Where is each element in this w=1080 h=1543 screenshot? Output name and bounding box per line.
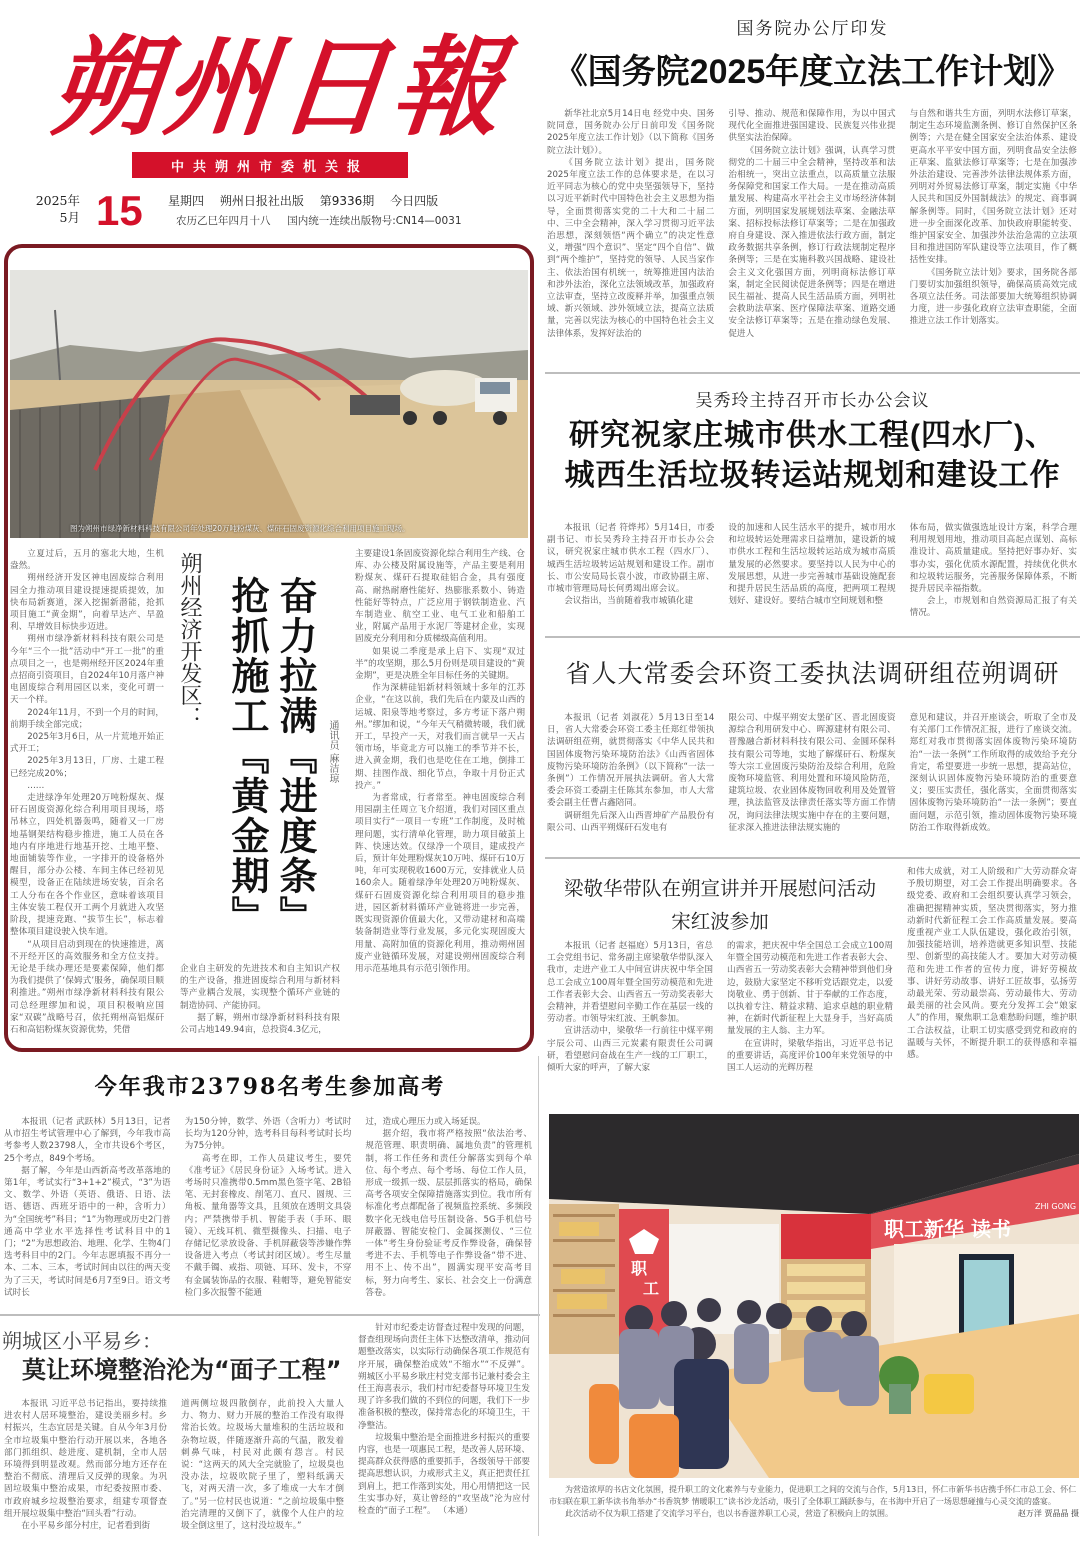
article-body [547, 108, 1077, 340]
text-column [358, 1322, 530, 1517]
newspaper-logo [44, 8, 514, 151]
text-column [728, 522, 895, 620]
store-sign-text: 职工新华 读书 [884, 1217, 1011, 1241]
svg-text:职: 职 [631, 1259, 648, 1278]
paragraph: 作为深耕硅铝新材料领域十多年的江苏企业，“在这以前，我们先后在内蒙及山西的运城、阳泉等地考察过，多方考证下落户朔州。”缪加和说，“今年天气稍微转暖，我们就开工，早投产一天，对我们而言就早一天占领市场，毕竟北方可以施工的季节并不长，进入黄金期，我们也是吃住在工地，倒排工期、挂图作战、细化节点，争取十月份正式投产。” [355, 683, 525, 791]
paragraph: 在小平易乡部分村庄，记者看到街 [21, 1521, 151, 1532]
byline: 通讯员 麻洁琼 [327, 720, 338, 784]
paragraph: 垃圾集中整治是全面推进乡村振兴的重要内容，也是一项惠民工程，是改善人居环境、提高群众获得感的重要抓手，各级领导干部要提高思想认识，力戒形式主义，真正把责任扛到肩上，把工作落到实处，用心用情把这一民生实事办好，莫让曾经的“攻坚战”沦为应付检查的“面子工程”。 （本通） [358, 1432, 530, 1517]
issue-number: 第9336期 [319, 194, 375, 208]
text-column [365, 1116, 532, 1299]
article-kicker: 朔城区小平易乡： [2, 1329, 162, 1353]
text-column [907, 866, 1077, 1061]
paragraph: 设的加速和人民生活水平的提升，城市用水和垃圾转运处理需求日益增加，建设新的城市供水工程和生活垃圾转运站成为城市高质量发展的必然要求。要坚持以人民为中心的发展思想，从进一步完善城市基础设施配套和提升居民生活品质的高度，把两项工程规划好、建设好。要结合城市空间规划和整 [728, 523, 896, 607]
article-kicker: 国务院办公厅印发 [736, 19, 889, 39]
article-body [4, 1116, 532, 1299]
article-body [547, 522, 1077, 620]
paragraph: 《国务院立法计划》强调，认真学习贯彻党的二十届三中全会精神，坚持改革和法治相统一，突出立法重点，以高质量立法服务保障党和国家工作大局。一是在推动高质量发展、构建高水平社会主义市场经济体制方面，列明国家发展规划法草案、金融法草案、招标投标法修订草案等；二是在加强政府自身建设、深入推进依法行政方面，制定政务数据共享条例，修订行政法规制定程序条例等；三是在实施科教兴国战略、建设社会主义文化强国方面，列明商标法修订草案，制定全民阅读促进条例等；四是在增进民生福祉、提高人民生活品质方面，列明社会救助法草案、医疗保障法草案、道路交通安全法修订草案等；五是在推动绿色发展、促进人 [728, 145, 896, 339]
paragraph: 和伟大成就，对工人阶级和广大劳动群众寄予殷切期望，对工会工作提出明确要求。各级党委、政府和工会组织要认真学习领会，准确把握精神实质，坚决贯彻落实，努力推动新时代新征程工会工作高质量发展。要高度重视产业工人队伍建设，强化政治引领，加强技能培训，培养造就更多知识型、技能型、创新型的高技能人才。要加大对劳动模范和先进工作者的宣传力度，讲好劳模故事、讲好劳动故事、讲好工匠故事，弘扬劳动最光荣、劳动最崇高、劳动最伟大、劳动最美丽的社会风尚。要充分发挥工会“娘家人”的作用，聚焦职工急难愁盼问题，维护职工合法权益，让职工切实感受到党和政府的温暖与关怀，不断提升职工的获得感和幸福感。 [907, 867, 1077, 1061]
article-headline[interactable] [218, 576, 318, 936]
paragraph: 新华社北京5月14日电 经党中央、国务院同意，国务院办公厅日前印发《国务院2025年度立法工作计划》（以下简称《国务院立法计划》）。 [547, 109, 715, 156]
text-column [547, 712, 714, 834]
paragraph: 会议指出，当前随着我市城镇化建 [564, 596, 694, 607]
logo-char: 州 [158, 24, 286, 151]
headline-line: 城西生活垃圾转运站规划和建设工作 [564, 459, 1061, 492]
article-headline[interactable]: 今年我市23798名考生参加高考 [94, 1074, 446, 1100]
column-divider [538, 1056, 539, 1536]
article-headline[interactable]: 莫让环境整治沦为“面子工程” [22, 1356, 342, 1384]
store-sign-subtext: ZHI GONG [1035, 1202, 1077, 1211]
paragraph: 2024年11月，不到一个月的时间，前期手续全部完成； [10, 707, 164, 730]
article-headline[interactable]: 省人大常委会环资工委执法调研组莅朔调研 [565, 659, 1060, 688]
headline-line: 研究祝家庄城市供水工程(四水厂)、 [569, 419, 1056, 452]
text-column [547, 108, 714, 340]
construction-site-photo [10, 270, 528, 538]
construction-illustration [10, 270, 528, 538]
paragraph: 会上，市规划和自然资源局汇报了有关情况。 [909, 596, 1077, 619]
date-day: 15 [96, 187, 143, 234]
paragraph: 针对市纪委走访督查过程中发现的问题，督查组现场向责任主体下达整改清单，推动问题整改落实，以实际行动确保各项工作规范有序开展，确保整治成效“不缩水”“不反弹”。朔城区小平易乡耿庄村党支部书记兼村委会主任王海喜表示，我们村市纪委督导环境卫生发现了许多我们做的不到位的问题，我们下一步准备积极的整改，保持常态化的环境卫生，干净整洁。 [358, 1323, 530, 1431]
text-column [728, 108, 895, 340]
page-count: 今日四版 [390, 194, 439, 208]
text-column [910, 108, 1077, 340]
text-column [185, 1116, 352, 1299]
month-label: 5月 [59, 210, 80, 225]
paragraph: 体布局，做实做强选址设计方案，科学合理利用规划用地，推动项目高起点谋划、高标准设计、高质量建成。坚持把好事办好、实事办实，强化优质水源配置，持续优化供水和垃圾转运服务，完善服务保障体系，不断提升居民幸福指数。 [909, 523, 1077, 595]
date-year-month [18, 192, 80, 226]
paragraph: 在宣讲时，梁敬华指出，习近平总书记的重要讲话，高度评价100年来党领导的中国工人运动的光辉历程 [727, 1038, 893, 1074]
serial-number: 国内统一连续出版物号:CN14—0031 [287, 215, 462, 227]
article-body [547, 712, 1077, 834]
article-kicker: 吴秀玲主持召开市长办公会议 [695, 391, 930, 411]
article-body [4, 1398, 344, 1532]
logo-char: 朔 [44, 24, 172, 151]
caption-text: 此次活动不仅为职工搭建了交流学习平台，也以书香滋养职工心灵，营造了积极向上的氛围。 [565, 1509, 893, 1518]
caption-paragraph: 为营造浓厚的书店文化氛围，提升职工的文化素养与专业能力，促进职工之间的交流与合作，5月13日，怀仁市新华书店携手怀仁市总工会、怀仁市妇联在职工新华读书角举办“书香筑梦 情暖职工”读书沙龙活动，吸引了全体职工踊跃参与，在书海中开启了一场思想碰撞与心灵交流的盛宴。 [549, 1485, 1077, 1506]
paragraph: 本报讯（记者 武跃林）5月13日，记者从市招生考试管理中心了解到，今年我市高考参考人数23798人，全市共设6个考区，25个考点，849个考场。 [4, 1117, 171, 1164]
svg-text:工: 工 [643, 1279, 660, 1298]
article-headline[interactable]: 《国务院2025年度立法工作计划》 [553, 53, 1072, 91]
text-column [181, 1398, 344, 1532]
paragraph: 本报讯（记者 符烨邦）5月14日，市委副书记、市长吴秀玲主持召开市长办公会议，研究祝家庄城市供水工程（四水厂）、城西生活垃圾转运站规划和建设工作。副市长、市公安局局长袁小波，市政协副主席、市城市管理局局长何勇竭出席会议。 [547, 523, 715, 595]
paragraph: 的需求，把庆祝中华全国总工会成立100周年暨全国劳动模范和先进工作者表彰大会、山西省五一劳动奖表彰大会精神带到他们身边，鼓励大家坚定不移听党话跟党走，以爱岗敬业、勇于创新、甘于奉献的工作态度，以执着专注、精益求精、追求卓越的职业精神，在新时代新征程上大显身手，当好高质量发展的主人翁、主力军。 [727, 941, 893, 1037]
headline-column: 奋力拉满『进度条』 [273, 576, 315, 936]
paragraph: 为者常成，行者常至。神电固废综合利用园副主任周立飞介绍道，我们对园区重点项目实行“一项目一专班”工作制度，及时梳理问题，实行清单化管理，助力项目破茧上阵、快速达效。仅绿净一个项目，建成投产后，预计年处理粉煤灰10万吨、煤矸石10万吨，年可实现税收1600万元，安排就业人员160余人。随着绿净年处理20万吨粉煤灰、煤矸石固废资源化综合利用项目的稳步推进，园区新材料循环产业链将进一步完善，既实现资源价值最大化，又带动建材和高端装备制造业等行业发展，多元化实现固废大用量、高附加值的资源化利用，推动朔州固废产业链循环发展，对建设朔州固废综合利用示范基地具有示范引领作用。 [355, 793, 525, 974]
divider [545, 857, 1080, 859]
lunar-info [176, 213, 462, 228]
paragraph: 意见和建议，并召开座谈会，听取了全市及有关部门工作情况汇报，进行了座谈交流。郑红对我市贯彻落实固体废物污染环境防治“一法一条例”工作所取得的成效给予充分肯定，希望要进一步统一思想，提高站位，深刻认识固体废物污染环境防治的重要意义；要压实责任，强化落实，全面贯彻落实固体废物污染环境防治“一法一条例”；要直面问题，示范引领，推动固体废物污染环境防治工作取得新成效。 [909, 713, 1077, 833]
paragraph: 2025年3月6日，从一片荒地开始正式开工； [10, 732, 164, 755]
paragraph: 本报讯（记者 刘淑花）5月13日至14日，省人大常委会环资工委主任郑红带领执法调研组莅朔，就贯彻落实《中华人民共和国固体废物污染环境防治法》《山西省固体废物污染环境防治条例》（以下简称“一法一条例”）工作情况开展执法调研。省人大常委会环资工委副主任陈其东参加，市人大常委会副主任曹占鑫陪同。 [547, 713, 715, 809]
reading-salon-photo [549, 1114, 1079, 1478]
issue-info [168, 192, 438, 209]
text-column [728, 712, 895, 834]
lunar-date: 农历乙巳年四月十八 [176, 215, 271, 227]
text-column [355, 548, 525, 975]
paragraph: 为150分钟，数学、外语（含听力）考试时长均为120分钟，选考科目每科考试时长均为75分钟。 [184, 1117, 352, 1152]
paragraph: 本报讯（记者 赵福庭）5月13日，省总工会党组书记、常务副主席梁敬华带队深入我市，走进产业工人中间宣讲庆祝中华全国总工会成立100周年暨全国劳动模范和先进工作者表彰大会、山西省五一劳动奖表彰大会精神，并看望慰问辛勤工作在基层一线的劳动者。市领导宋红波、王帆参加。 [547, 941, 713, 1025]
paragraph: 与自然和谐共生方面，列明水法修订草案，制定生态环境监测条例、修订自然保护区条例等；六是在健全国家安全法治体系、建设更高水平平安中国方面，列明食品安全法修正草案、监狱法修订草案等；七是在加强涉外法治建设、完善涉外法律法规体系方面，列明对外贸易法修订草案，制定实施《中华人民共和国反外国制裁法》的规定、商事调解条例等。同时，《国务院立法计划》还对进一步全面深化改革、加快政府职能转变、维护国家安全、加强涉外法治急需的立法项目和推进国防军队建设等立法项目，作了概括性安排。 [909, 109, 1077, 266]
text-column [10, 548, 164, 1036]
paragraph: …… [27, 780, 45, 791]
text-column [727, 940, 893, 1074]
text-column [547, 940, 713, 1074]
paragraph: 调研组先后深入山西晋坤矿产品股份有限公司、山西平朔煤矸石发电有 [547, 810, 715, 833]
paragraph: 朔州市绿净新材料科技有限公司是今年“三个一批”活动中“开工一批”的重点项目之一，也是朔州经开区2024年重点招商引资项目，自2024年10月落户神电固废综合利用园区以来，变化可谓一天一个样。 [10, 634, 164, 706]
weekday: 星期四 [168, 194, 205, 208]
text-column [4, 1398, 167, 1532]
bookstore-scene-illustration [549, 1114, 1079, 1478]
divider [0, 1314, 540, 1316]
paragraph: “从项目启动到现在的快速推进，离不开经开区的高效服务和全方位支持。无论是手续办理还是要素保障，他们都为我们提供了‘保姆式’服务，确保项目顺利推进。”朔州市绿净新材料科技有限公司总经理缪加和说，项目积极响应国家“双碳”战略号召，依托朔州高铝煤矸石和高铝粉煤灰资源优势，凭借 [10, 939, 164, 1035]
paragraph: 2025年3月13日，厂房、土建工程已经完成20%； [10, 756, 164, 779]
paragraph: 朔州经济开发区神电固废综合利用园全力推动项目建设提速提质提效，加快布局新赛道，深入挖掘新潜能，抢抓项目施工“黄金期”，向着早达产、早盈利、早增效目标快步迈进。 [10, 573, 164, 633]
masthead-band: 中共朔州市委机关报 [132, 152, 408, 178]
paragraph: 走进绿净年处理20万吨粉煤灰、煤矸石固废资源化综合利用项目现场，塔吊林立，四处机器轰鸣，随着又一厂房地基钢架结构稳步推进，施工人员在各地内有序地进行地基开挖、土地平整、地面铺装等作业，一字排开的设备格外醒目，部分办公楼、车间主体已经初见模型，设备正在陆续进场安装，百余名工人分布在各个作业区，意味着该项目主体安装工程仅开工两个月就进入攻坚阶段，提速竞跑、“拔节生长”，标志着整体项目建设驶入快车道。 [10, 793, 164, 938]
paragraph: 据介绍，我市将严格按照“依法治考、规范管理、职责明确、属地负责”的管理机制，将工作任务和责任分解落实到每个单位、每个考点、每个考场、每位工作人员，形成一级抓一级、层层抓落实的格局，确保高考各项安全保障措施落实到位。我市所有标准化考点都配备了视频监控系统、多频段数字化无线电信号压制设备、5G手机信号屏蔽器、智能安检门、金属探测仪、“三位一体”考生身份验证考反作弊设备，确保替考进不去、手机等电子作弊设备“带不进、用不上、传不出”，圆满实现平安高考目标，努力向考生、家长、社会交上一份满意答卷。 [365, 1129, 532, 1298]
paragraph: 引导、推动、规范和保障作用，为以中国式现代化全面推进强国建设、民族复兴伟业提供坚实法治保障。 [728, 109, 896, 144]
headline-column: 抢抓施工『黄金期』 [225, 576, 267, 936]
publisher: 朔州日报社出版 [219, 194, 304, 208]
paragraph: 道两侧垃圾四散倒存，此前投入大量人力、物力、财力开展的整治工作没有取得常治长效。垃圾场大量堆积的生活垃圾和杂物垃圾，伴随逐渐升高的气温，散发着刺鼻气味，村民对此颇有怨言。村民说：“这两天的风大全完就脸了，垃圾臭也没办法，垃圾吹院子里了，塑料纸满天飞，对两天清一次，多了堆成一大车才倒了。”另一位村民也说道：“之前垃圾集中整治完清理的又倒下了，就像个人住户的垃圾全倒这里了，这村没垃圾车。” [181, 1399, 344, 1532]
article-body [547, 940, 893, 1074]
paragraph: 本报讯 习近平总书记指出，要持续推进农村人居环境整治，建设美丽乡村。乡村振兴，生态宜居是关键。自从今年3月份全市垃圾集中整治行动开展以来，各地各部门抓组织、趁进度、建机制，全市人居环境得到明显改观。然而部分地方还存在整治不彻底、清理后又反弹的现象。为巩固垃圾集中整治成果，市纪委按照市委、市政府城乡垃圾整治要求，组建专项督查组开展垃圾集中整治“回头看”行动。 [4, 1399, 167, 1519]
paragraph: 企业自主研发的先进技术和自主知识产权的生产设备，推进固废综合利用与新材料等产业耦合发展，实现整个循环产业链的制造协同、产能协同。 [180, 964, 340, 1011]
text-column [4, 1116, 171, 1299]
photo-caption [549, 1484, 1079, 1520]
photo-caption: 图为朔州市绿净新材料科技有限公司年处理20万吨粉煤灰、煤矸石固废资源化综合利用项目施工现场。 [70, 524, 410, 533]
divider [545, 636, 1080, 638]
year-label: 2025年 [35, 193, 80, 208]
paragraph: 《国务院立法计划》提出，国务院2025年度立法工作的总体要求是，在以习近平同志为核心的党中央坚强领导下，坚持以习近平新时代中国特色社会主义思想为指导，全面贯彻落实党的二十大和二十届二中、三中全会精神，深入学习贯彻习近平法治思想，深刻领悟“两个确立”的决定性意义，增强“四个意识”、坚定“四个自信”、做到“两个维护”，坚持党的领导、人民当家作主、依法治国有机统一，统筹推进国内法治和涉外法治，深化立法领域改革，加强政府立法审查，坚持立改废释并举，加强重点领域、新兴领域、涉外领域立法，提高立法质量，完善以宪法为核心的中国特色社会主义法律体系，发挥好法治的 [547, 157, 715, 339]
article-headline[interactable] [545, 416, 1080, 496]
paragraph: 高考在即，工作人员建议考生，要凭《准考证》《居民身份证》入场考试。进入考场时只准携带0.5mm黑色签字笔、2B铅笔、无封套橡皮、削笔刀、直尺、圆规、三角板、量角器等文具，且须放在透明文具袋内；严禁携带手机、智能手表（手环、眼镜）、无线耳机、微型摄像头、扫描、电子存储记忆录放设备、手机屏蔽袋等涉嫌作弊设备进入考点（考试封闭区域）。考生尽量不戴手镯、戒指、项链、耳环、发卡，不穿有金属装饰品的衣服、鞋帽等，避免智能安检门多次报警不能通 [184, 1153, 352, 1298]
logo-char: 日 [272, 24, 400, 151]
paragraph: 主要建设1条固废资源化综合利用生产线、仓库、办公楼及附属设施等，产品主要是利用粉煤灰、煤矸石提取硅铝合金，具有强度高、耐热耐磨性能好、热膨胀系数小、铸造性能好等特点，广泛应用于钢铁制造业、汽车制造业、航空工业、电气工业和船舶工业，附属产品用于水泥厂等建材企业，实现固废充分利用和分质梯级高值利用。 [355, 549, 525, 645]
headline-line: 梁敬华带队在朔宣讲并开展慰问活动 [563, 877, 876, 900]
paragraph: 过，造成心理压力或入场延误。 [365, 1117, 486, 1127]
article-headline[interactable] [550, 872, 890, 938]
logo-char: 報 [386, 24, 514, 151]
text-column [910, 522, 1077, 620]
paragraph: 《国务院立法计划》要求，国务院各部门要切实加强组织领导，确保高质高效完成各项立法任务。司法部要加大统筹组织协调力度，进一步强化政府立法审查职能，全面推进立法工作计划落实。 [909, 267, 1077, 327]
paragraph: 宣讲活动中，梁敬华一行前往中煤平朔宇辰公司、山西三元炭素有限责任公司调研，看望慰问奋战在生产一线的工厂职工，倾听大家的呼声，了解大家 [547, 1026, 713, 1074]
text-column [180, 963, 340, 1036]
text-column [910, 712, 1077, 834]
paragraph: 如果说二季度是承上启下、实现“双过半”的攻坚期，那么5月份则是项目建设的“黄金期”，更是决胜全年目标任务的关键期。 [355, 646, 525, 682]
paragraph: 立夏过后，五月的塞北大地，生机盎然。 [10, 549, 164, 572]
article-kicker: 朔州经济开发区： [177, 552, 202, 728]
headline-subline: 宋红波参加 [671, 910, 769, 933]
text-column [547, 522, 714, 620]
divider [545, 372, 1080, 374]
dateline [18, 187, 528, 236]
paragraph: 据了解，今年是山西新高考改革落地的第1年，考试实行“3+1+2”模式，“3”为语文、数学、外语（英语、俄语、日语、法语、德语、西班牙语中的一种，含听力）为“全国统考”科目；“1”为物理或历史2门普通高中学业水平选择性考试科目中的1门；“2”为思想政治、地理、化学、生物4门选考科目中的2门。今年志愿填报不再分一本、二本、三本，考试时间由以往的两天变为了三天，考试时间是6月7至9日。语文考试时长 [4, 1165, 171, 1298]
caption-paragraph [549, 1508, 1079, 1520]
paragraph: 限公司、中煤平朔安太堡矿区、晋北固废资源综合利用研发中心、晖源建材有限公司、晋豫融合新材料科技有限公司、金圆环保科技有限公司等地，实地了解煤矸石、粉煤灰等大宗工业固废污染防治及综合利用，危险废物环境监管、利用处置和环境风险防范，建筑垃圾、农业固体废物回收利用及处置管理，执法监管及法律责任落实等方面工作情况，询问法律法规实施中存在的主要问题，征求深入推进法律法规实施的 [728, 713, 896, 833]
paragraph: 据了解，朔州市绿净新材料科技有限公司占地149.94亩，总投资4.3亿元， [180, 1012, 340, 1036]
photo-credit: 赵万洋 贾晶晶 摄 [1017, 1509, 1079, 1518]
